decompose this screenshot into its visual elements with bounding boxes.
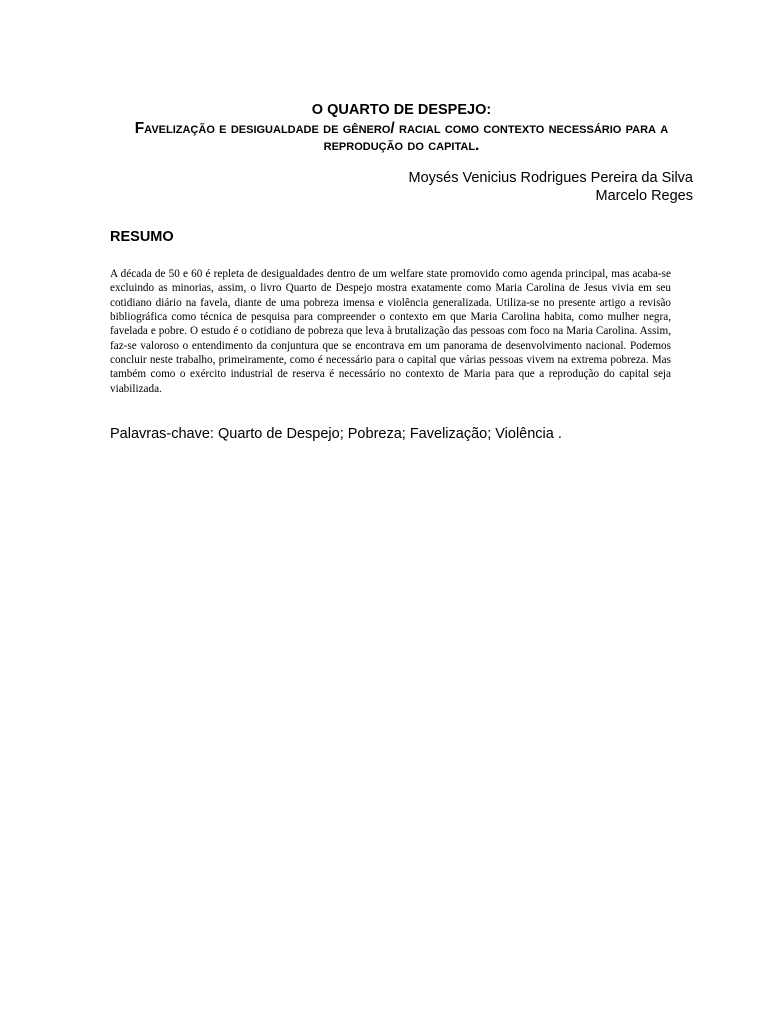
author-name: Moysés Venicius Rodrigues Pereira da Silva [408, 170, 693, 186]
author-name: Marcelo Reges [595, 188, 693, 204]
paper-subtitle: Favelização e desigualdade de gênero/ racial como contexto necessário para a reprodução do capital. [134, 120, 669, 154]
abstract-text: A década de 50 e 60 é repleta de desigualdades dentro de um welfare state promovido como agenda principal, mas acaba-se excluindo as minorias, assim, o livro Quarto de Despejo mostra exatamente como Maria Carolina de Jesus vivia em seu cotidiano diário na favela, diante de uma pobreza imensa e violência generalizada. Utiliza-se no presente artigo a revisão bibliográfica como técnica de pesquisa para compreender o contexto em que Maria Carolina habita, como mulher negra, favelada e pobre. O estudo é o cotidiano de pobreza que leva à brutalização das pessoas com foco na Maria Carolina. Assim, faz-se valoroso o entendimento da conjuntura que se encontrava em um panorama de desenvolvimento nacional. Podemos concluir neste trabalho, primeiramente, como é necessário para o capital que várias pessoas vivem na extrema pobreza. Mas também como o exército industrial de reserva é necessário no contexto de Maria para que a reprodução do capital seja viabilizada. [110, 268, 671, 395]
keywords-line: Palavras-chave: Quarto de Despejo; Pobreza; Favelização; Violência . [110, 426, 562, 442]
author-list [409, 169, 694, 205]
abstract-heading: RESUMO [110, 229, 174, 245]
paper-title: O QUARTO DE DESPEJO: [311, 102, 492, 118]
